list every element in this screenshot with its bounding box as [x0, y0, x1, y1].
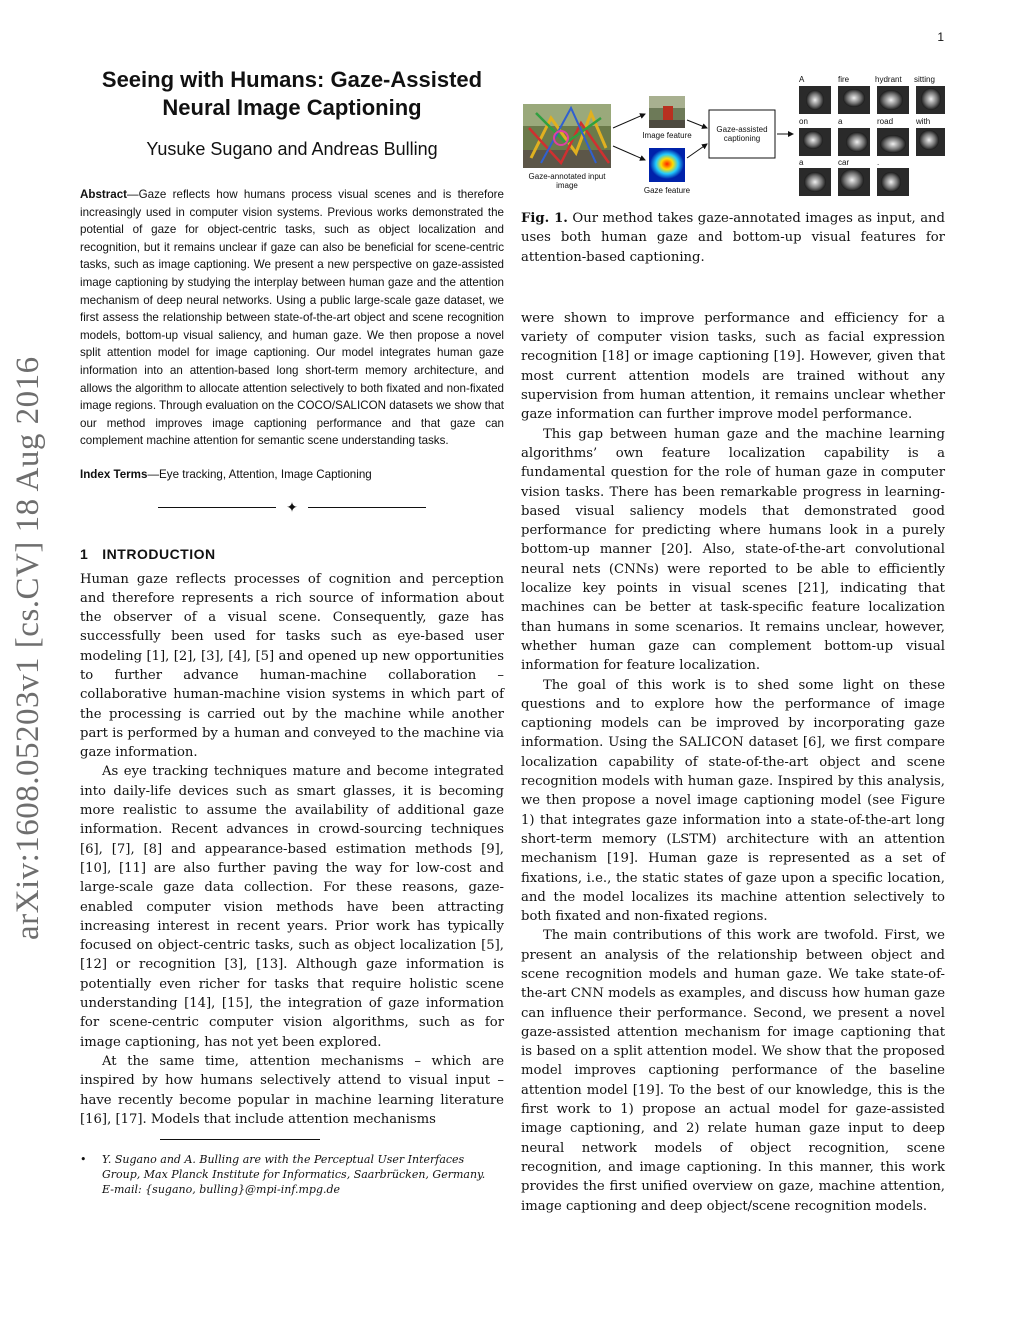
caption-word: fire: [838, 75, 850, 84]
page-number: 1: [937, 30, 944, 44]
arrow-to-image-feature: [613, 114, 645, 128]
paragraph: As eye tracking techniques mature and become integrated into daily-life devices such as smart glasses, it is becoming more realistic to assume the availability of additional gaze information. Recent advances in crowd-sourcing techniques [6], [7], [8] and appearance-based estimation methods [9], [10], [11] are also further paving the way for low-cost and large-scale gaze data collection. For these reasons, gaze-enabled computer vision methods have been attracting increasing interest in recent years. Prior work has typically focused on object-centric tasks, such as object localization [5], [12] or recognition [3], [13]. Although gaze information is potentially even richer for tasks that require holistic scene understanding [14], [15], the integration of gaze information for scene-centric computer vision algorithms, such as for image captioning, has not yet been explored.: [80, 764, 504, 1050]
footnote-email[interactable]: E-mail: {sugano, bulling}@mpi-inf.mpg.de: [102, 1183, 341, 1197]
paragraph: The main contributions of this work are twofold. First, we present an analysis of the relationship between object and scene recognition models and human gaze. We take state-of-the-art CNN models as examples, and discuss how human gaze can influence their performance. Second, we present a novel gaze-assisted attention mechanism for image captioning that is based on a split attention model. We show that the proposed model improves captioning performance of the baseline attention model [19]. To the best of our knowledge, this is the first work to 1) propose an actual model for gaze-assisted image captioning, and 2) relate human gaze input to deep neural network models of object recognition, scene recognition, and image captioning. In this manner, this work provides the first unified overview on gaze, machine attention, image captioning and deep object/scene recognition models.: [521, 928, 946, 1214]
gaze-heatmap: [649, 148, 685, 182]
caption-word: a: [838, 117, 843, 126]
figure-1: [521, 68, 945, 203]
image-feature-label: Image feature: [642, 131, 692, 140]
input-image-label: Gaze-annotated input image: [528, 172, 606, 190]
index-terms-label: Index Terms: [80, 467, 148, 481]
right-body: [521, 309, 945, 1216]
abstract: [80, 186, 504, 450]
caption-word: .: [877, 158, 880, 167]
section-heading: [80, 546, 504, 562]
caption-word: car: [838, 158, 850, 167]
paper-title: Seeing with Humans: Gaze-Assisted Neural Image Captioning: [101, 67, 483, 120]
footnote-rule: [160, 1139, 320, 1140]
caption-word: A: [799, 75, 805, 84]
footnote-affiliation: Y. Sugano and A. Bulling are with the Perceptual User Interfaces Group, Max Planck Institute for Informatics, Saarbrücken, Germany.: [102, 1153, 486, 1182]
caption-word: on: [799, 117, 808, 126]
section-title: INTRODUCTION: [102, 545, 216, 562]
section-number: 1: [80, 545, 89, 562]
abstract-text: —Gaze reflects how humans process visual scenes and is therefore increasingly used in computer vision systems. Previous works demonstrated the potential of gaze for object-centric tasks, such as object localization and recognition, but it remains unclear if gaze can also be beneficial for scene-centric tasks, such as image captioning. We present a new perspective on gaze-assisted image captioning by studying the interplay between human gaze and the attention mechanism of deep neural networks. Using a public large-scale gaze dataset, we first assess the relationship between state-of-the-art object and scene recognition models, bottom-up visual saliency, and human gaze. We then propose a novel split attention model for image captioning. Our model integrates human gaze information into an attention-based long short-term memory architecture, and allows the algorithm to allocate attention selectively to both fixated and non-fixated image regions. Through evaluation on the COCO/SALICON datasets we show that our method improves image captioning performance and that gaze can complement machine attention for semantic scene understanding tasks.: [80, 188, 504, 448]
input-image: [523, 104, 611, 168]
arrow-image-to-captioning: [687, 120, 707, 128]
image-feature-thumbnail: [649, 96, 685, 128]
paragraph: The goal of this work is to shed some light on these questions and to explore how the performance of image captioning models can be improved by incorporating gaze information. Using the SALICON dataset [6], we first compare localization capability of state-of-the-art object and scene recognition models with human gaze. Inspired by this analysis, we then propose a novel image captioning model (see Figure 1) that integrates gaze information into a state-of-the-art long short-term memory (LSTM) architecture with an attention mechanism [19]. Human gaze is represented as a set of fixations, i.e., the static states of gaze upon a specific location, and the model localizes its machine attention selectively to both fixated and non-fixated regions.: [521, 677, 945, 925]
diamond-icon: ✦: [286, 499, 298, 516]
left-column: [80, 66, 504, 1197]
paragraph: were shown to improve performance and efficiency for a variety of computer vision tasks, such as facial expression recognition [18] or image captioning [19]. However, given that most current attention models are trained without any supervision from human attention, it remains unclear whether gaze information can further improve model performance.: [521, 310, 945, 423]
arrow-to-gaze-feature: [613, 146, 645, 160]
authors: Yusuke Sugano and Andreas Bulling: [146, 139, 438, 159]
divider-rule-left: [158, 507, 276, 508]
arxiv-stamp[interactable]: arXiv:1608.05203v1 [cs.CV] 18 Aug 2016: [10, 356, 46, 940]
captioning-label: Gaze-assisted captioning: [716, 125, 768, 143]
paragraph: Human gaze reflects processes of cognition and perception and therefore represents a rich source of information about the observer of a visual scene. Consequently, gaze has successfully been used for tasks such as eye-based user modeling [1], [2], [3], [4], [5] and opened up new opportunities to further advance human-machine collaboration – collaborative human-machine vision systems in which part of the processing is carried out by the machine while another part is performed by a human and conveyed to the machine via gaze information.: [80, 571, 504, 761]
figure-caption-text: Our method takes gaze-annotated images as input, and uses both human gaze and bottom-up visual features for attention-based captioning.: [521, 211, 945, 265]
paragraph: This gap between human gaze and the machine learning algorithms’ own feature localization capability is a fundamental question for the role of human gaze in computer vision tasks. There has been remarkable progress in learning-based visual saliency models that demonstrated good performance for predicting where humans look in a purely bottom-up manner [20]. Also, state-of-the-art convolutional neural nets (CNNs) were reported to be able to efficiently localize key points in visual scenes [21], indicating that machines can be better at task-specific feature localization than humans in some scenarios. It remains unclear, however, whether human gaze can complement bottom-up visual information for feature localization.: [521, 426, 945, 674]
figure-number: Fig. 1.: [521, 211, 568, 226]
index-terms: [80, 466, 504, 484]
left-body: [80, 570, 504, 1130]
right-column: [521, 66, 945, 1216]
footnote-bullet: •: [80, 1153, 87, 1167]
caption-word: with: [916, 117, 931, 126]
caption-word: hydrant: [875, 75, 902, 84]
divider-rule-right: [308, 507, 426, 508]
index-terms-text: —Eye tracking, Attention, Image Captioning: [147, 467, 372, 481]
figure-caption: [521, 209, 945, 267]
caption-word: a: [799, 158, 804, 167]
paragraph: At the same time, attention mechanisms – which are inspired by how humans selectively attend to visual input – have recently become popular in machine learning literature [16], [17]. Models that include attention mechanisms: [80, 1053, 504, 1127]
gaze-feature-label: Gaze feature: [643, 186, 691, 195]
caption-word: sitting: [914, 75, 935, 84]
arrow-gaze-to-captioning: [687, 144, 707, 158]
footnote: [80, 1152, 504, 1197]
section-divider: [80, 498, 504, 518]
abstract-label: Abstract: [80, 188, 128, 201]
caption-word: road: [877, 117, 894, 126]
attention-maps: [799, 86, 945, 196]
